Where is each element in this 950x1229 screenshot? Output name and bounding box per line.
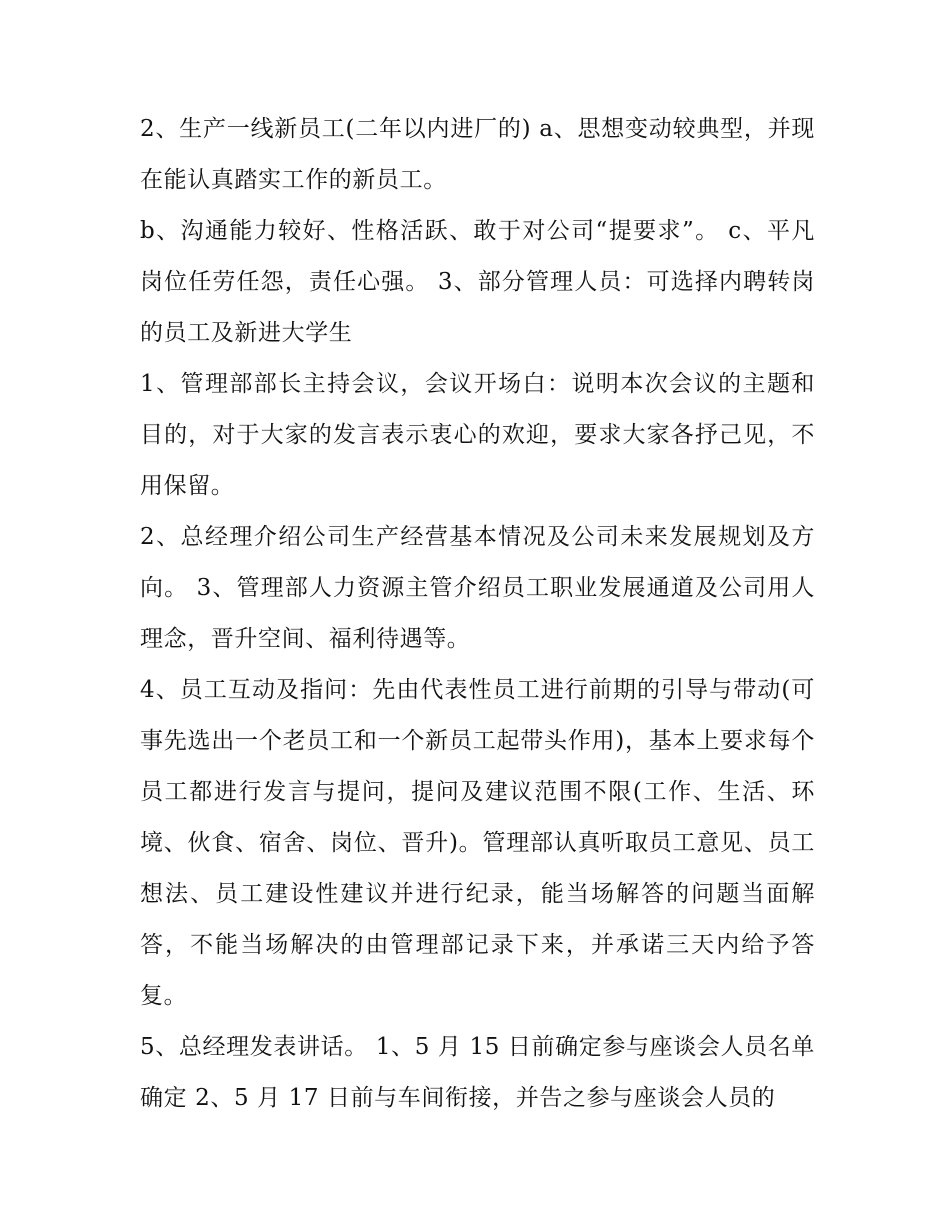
paragraph-introduction: 2、总经理介绍公司生产经营基本情况及公司未来发展规划及方向。 3、管理部人力资源主管介绍员工职业发展通道及公司用人理念，晋升空间、福利待遇等。 [140,524,815,652]
paragraph-criteria: b、沟通能力较好、性格活跃、敢于对公司“提要求”。 c、平凡岗位任劳任怨，责任心强。 3、部分管理人员：可选择内聘转岗的员工及新进大学生 [140,218,815,346]
paragraph-interaction: 4、员工互动及指问：先由代表性员工进行前期的引导与带动(可事先选出一个老员工和一个新员工起带头作用)，基本上要求每个员工都进行发言与提问，提问及建议范围不限(工作、生活、环境、伙食、宿舍、岗位、晋升)。管理部认真听取员工意见、员工想法、员工建设性建议并进行纪录，能当场解答的问题当面解答，不能当场解决的由管理部记录下来，并承诺三天内给予答复。 [140,677,815,1009]
document-body [140,104,815,1124]
paragraph-closing: 5、总经理发表讲话。 1、5 月 15 日前确定参与座谈会人员名单确定 2、5 月 17 日前与车间衔接，并告之参与座谈会人员的 [140,1034,815,1111]
paragraph-opening: 1、管理部部长主持会议，会议开场白：说明本次会议的主题和目的，对于大家的发言表示衷心的欢迎，要求大家各抒己见，不用保留。 [140,371,815,499]
paragraph-new-employees: 2、生产一线新员工(二年以内进厂的) a、思想变动较典型，并现在能认真踏实工作的新员工。 [140,116,815,193]
